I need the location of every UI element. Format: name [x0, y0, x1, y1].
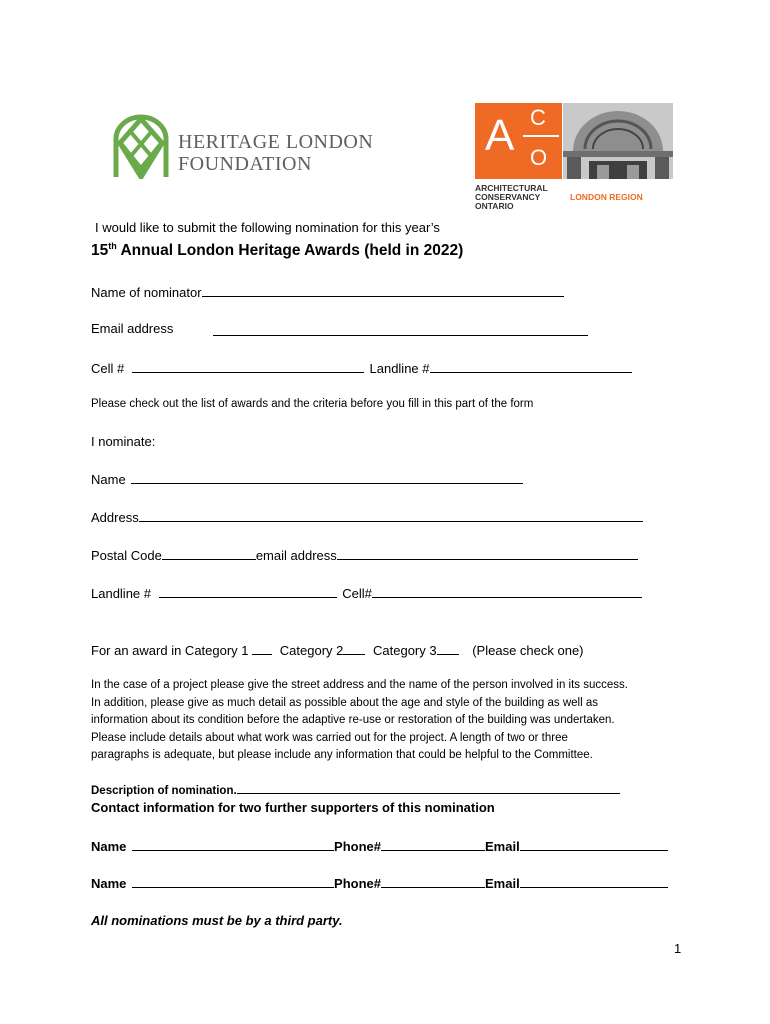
- aco-orange-block: [475, 103, 562, 179]
- paragraph-line: In addition, please give as much detail as possible about the age and style of the building as well as: [91, 696, 598, 709]
- nominator-landline-field[interactable]: [430, 360, 632, 373]
- supporter-email-label: Email: [485, 839, 520, 854]
- nominator-name-label: Name of nominator: [91, 285, 202, 300]
- form-title: [91, 241, 463, 260]
- supporter-2-phone-field[interactable]: [381, 875, 485, 888]
- page-number: 1: [674, 941, 682, 956]
- heritage-london-emblem-icon: [112, 113, 170, 179]
- nominee-cell-field[interactable]: [372, 585, 642, 598]
- aco-letter-c: C: [530, 105, 546, 130]
- paragraph-line: Please include details about what work was carried out for the project. A length of two or three: [91, 731, 568, 744]
- nominee-name-row: [91, 471, 523, 487]
- heritage-london-logo-line2: FOUNDATION: [178, 153, 312, 175]
- supporter-phone-label: Phone#: [334, 839, 382, 854]
- title-ordinal-suffix: th: [108, 241, 117, 251]
- supporter-2-name-field[interactable]: [132, 875, 334, 888]
- paragraph-line: information about its condition before the adaptive re-use or restoration of the building was undertaken.: [91, 714, 615, 726]
- title-rest: Annual London Heritage Awards (held in 2022): [116, 242, 464, 260]
- supporter-phone-label: Phone#: [334, 876, 382, 891]
- nominator-email-label: Email address: [91, 321, 174, 336]
- paragraph-line: paragraphs is adequate, but please include any information that could be helpful to the Committee.: [91, 749, 593, 761]
- aco-name-line2: CONSERVANCY: [475, 192, 541, 202]
- nominator-cell-field[interactable]: [132, 360, 364, 373]
- nominee-landline-field[interactable]: [159, 585, 337, 598]
- nominee-postal-row: [91, 547, 638, 563]
- category-prefix: For an award in Category 1: [91, 643, 249, 658]
- supporter-1-name-field[interactable]: [132, 838, 334, 851]
- instruction-text: Please check out the list of awards and the criteria before you fill in this part of the form: [91, 398, 534, 410]
- third-party-note: All nominations must be by a third party.: [91, 913, 343, 928]
- intro-text: I would like to submit the following nomination for this year’s: [95, 220, 440, 235]
- nominee-postal-label: Postal Code: [91, 548, 162, 563]
- nominator-name-row: [91, 284, 564, 300]
- nominee-address-label: Address: [91, 510, 139, 525]
- aco-name-line3: ONTARIO: [475, 201, 514, 211]
- nominee-cell-label: Cell#: [342, 586, 372, 601]
- description-label: Description of nomination.: [91, 785, 237, 797]
- title-ordinal: 15: [91, 242, 109, 260]
- instructions-paragraph: [91, 677, 691, 765]
- supporter-2-email-field[interactable]: [520, 875, 668, 888]
- nominee-address-field[interactable]: [139, 509, 643, 522]
- nominator-cell-label: Cell #: [91, 361, 125, 376]
- category-3-checkbox[interactable]: [437, 642, 459, 655]
- supporters-heading: Contact information for two further supporters of this nomination: [91, 800, 495, 815]
- nominator-name-field[interactable]: [202, 284, 564, 297]
- aco-region: LONDON REGION: [570, 192, 643, 202]
- supporter-1-row: [91, 838, 668, 854]
- category-3-label: Category 3: [373, 643, 437, 658]
- nominee-postal-field[interactable]: [162, 547, 256, 560]
- building-photo-icon: [563, 103, 673, 179]
- aco-letter-o: O: [530, 145, 548, 170]
- nominator-landline-label: Landline #: [369, 361, 430, 376]
- aco-name-line1: ARCHITECTURAL: [475, 183, 548, 193]
- category-note: (Please check one): [472, 643, 584, 658]
- nominee-phone-row: [91, 585, 642, 601]
- description-row: [91, 781, 620, 797]
- nominee-heading: I nominate:: [91, 434, 156, 449]
- supporter-name-label: Name: [91, 876, 127, 891]
- nominator-email-field[interactable]: [213, 322, 588, 336]
- aco-letter-a: A: [485, 111, 515, 160]
- supporter-email-label: Email: [485, 876, 520, 891]
- heritage-london-logo-line1: HERITAGE LONDON: [178, 131, 374, 153]
- paragraph-line: In the case of a project please give the street address and the name of the person involved in its success.: [91, 679, 628, 691]
- nominee-address-row: [91, 509, 643, 525]
- aco-divider: [523, 135, 559, 137]
- description-field[interactable]: [237, 781, 620, 794]
- nominee-name-field[interactable]: [131, 471, 523, 484]
- nominator-phone-row: [91, 360, 632, 376]
- heritage-london-logo: [112, 113, 382, 183]
- category-1-checkbox[interactable]: [252, 642, 272, 655]
- aco-logo: [475, 103, 675, 213]
- nominee-email-field[interactable]: [337, 547, 638, 560]
- category-2-checkbox[interactable]: [343, 642, 365, 655]
- nominee-name-label: Name: [91, 472, 126, 487]
- nominee-landline-label: Landline #: [91, 586, 151, 601]
- supporter-1-email-field[interactable]: [520, 838, 668, 851]
- supporter-2-row: [91, 875, 668, 891]
- supporter-name-label: Name: [91, 839, 127, 854]
- category-row: [91, 642, 584, 658]
- nominator-email-row: [91, 321, 173, 336]
- supporter-1-phone-field[interactable]: [381, 838, 485, 851]
- nominee-email-label: email address: [255, 548, 337, 563]
- category-2-label: Category 2: [279, 643, 344, 658]
